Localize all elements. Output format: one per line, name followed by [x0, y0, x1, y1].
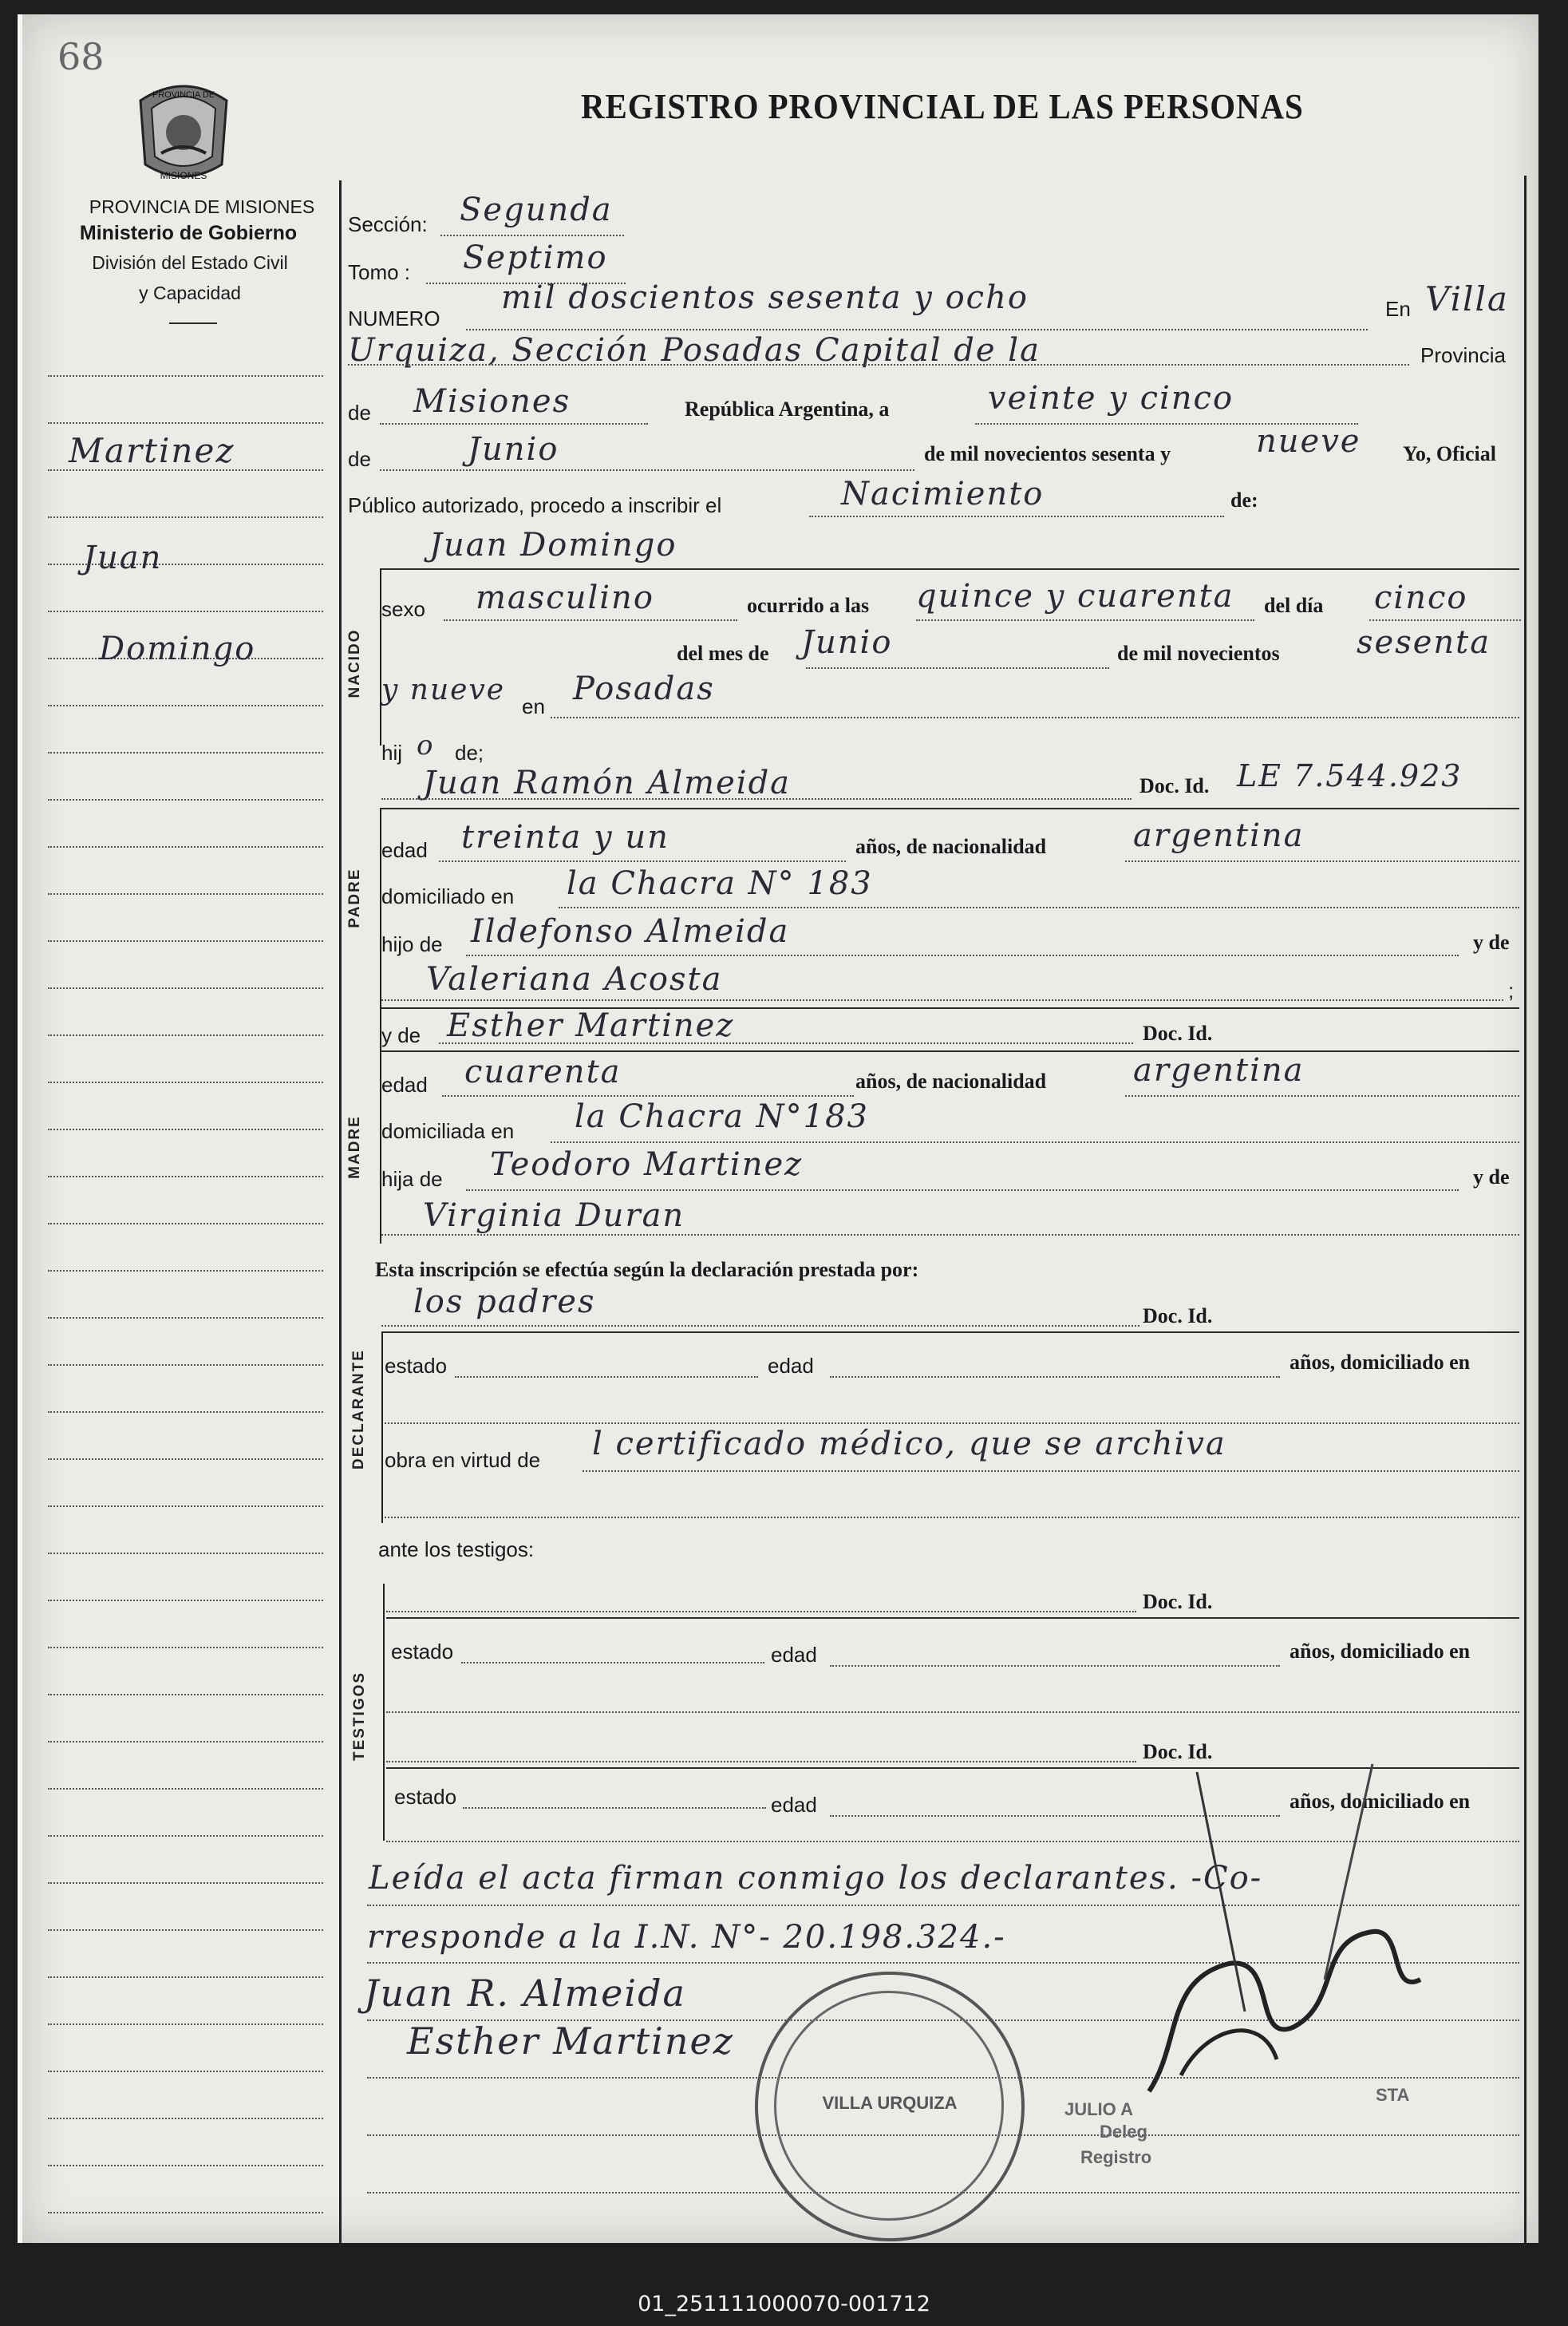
dotline	[1125, 1095, 1519, 1097]
value-dia-nac: cinco	[1374, 580, 1468, 616]
label-provincia: Provincia	[1420, 343, 1506, 367]
label-de-1: de	[348, 401, 371, 425]
page-number: 68	[57, 35, 105, 78]
value-provincia: Misiones	[413, 383, 571, 420]
closing-line-2: rresponde a la I.N. N°- 20.198.324.-	[367, 1919, 1006, 1956]
value-anio-nac: sesenta	[1357, 624, 1491, 661]
dotline	[381, 999, 1503, 1001]
officer-office-faint: Registro	[1080, 2147, 1152, 2167]
value-abuelo-paterno: Ildefonso Almeida	[471, 913, 790, 950]
label-hija-de: hija de	[381, 1167, 443, 1191]
label-del-mes: del mes de	[677, 642, 769, 665]
margin-dotline	[48, 1600, 323, 1601]
margin-dotline	[48, 1694, 323, 1695]
value-doc-padre: LE 7.544.923	[1237, 758, 1463, 793]
margin-dotline	[48, 516, 323, 518]
margin-dotline	[48, 1741, 323, 1743]
margin-dotline	[48, 752, 323, 754]
section-rule	[386, 1617, 1519, 1619]
dotline	[386, 1611, 1136, 1612]
dotline	[386, 1761, 1136, 1762]
section-bracket	[383, 1584, 385, 1841]
officer-suffix-faint: STA	[1376, 2085, 1410, 2105]
label-doc-id-padre: Doc. Id.	[1139, 774, 1210, 797]
section-padre: PADRE	[346, 868, 363, 928]
margin-dotline	[48, 1411, 323, 1413]
margin-dotline	[48, 2023, 323, 2025]
value-en: Villa	[1425, 279, 1509, 318]
section-bracket	[380, 568, 381, 746]
section-rule	[381, 1050, 1519, 1052]
margin-dotline	[48, 1788, 323, 1790]
label-sexo: sexo	[381, 597, 425, 621]
margin-dotline	[48, 940, 323, 942]
dotline	[559, 907, 1519, 908]
margin-dotline	[48, 1176, 323, 1177]
signature-officer-scribble	[1133, 1740, 1436, 2107]
margin-dotline	[48, 1505, 323, 1507]
margin-given-name-1: Juan	[83, 540, 163, 576]
label-en: En	[1385, 297, 1411, 321]
label-mil-novecientos-2: de mil novecientos	[1117, 642, 1280, 665]
value-dia: veinte y cinco	[988, 380, 1234, 417]
dotline	[916, 619, 1254, 621]
label-obra-virtud: obra en virtud de	[385, 1448, 541, 1472]
label-edad-madre: edad	[381, 1073, 428, 1097]
value-sexo: masculino	[476, 580, 654, 616]
margin-dotline	[48, 611, 323, 612]
label-y-de-madre: y de	[381, 1023, 421, 1047]
margin-dotline	[48, 846, 323, 848]
header-rule	[169, 322, 217, 324]
label-de-2: de	[348, 447, 371, 471]
label-de-colon: de:	[1230, 489, 1258, 512]
value-hijo: o	[417, 730, 435, 761]
value-mes-nac: Junio	[801, 624, 893, 661]
value-obra-virtud: l certificado médico, que se archiva	[592, 1426, 1226, 1462]
margin-surname-1: Martinez	[69, 431, 235, 470]
margin-dotline	[48, 893, 323, 895]
value-anio: nueve	[1256, 423, 1361, 460]
value-abuelo-materno: Teodoro Martinez	[490, 1146, 804, 1183]
signature-mother: Esther Martinez	[407, 2019, 734, 2063]
value-edad-padre: treinta y un	[461, 819, 669, 856]
section-testigos: TESTIGOS	[351, 1671, 368, 1761]
dotline	[439, 860, 846, 862]
margin-dotline	[48, 2165, 323, 2166]
label-domiciliado: domiciliado en	[381, 884, 515, 908]
label-publico: Público autorizado, procedo a inscribir el	[348, 493, 722, 517]
value-nombre-madre: Esther Martinez	[447, 1007, 735, 1044]
section-bracket	[381, 1331, 383, 1523]
value-mes: Junio	[468, 431, 559, 468]
margin-dotline	[48, 1647, 323, 1648]
dotline	[463, 1807, 766, 1809]
dotline	[551, 1141, 1519, 1143]
dotline	[1369, 619, 1521, 621]
label-yo-oficial: Yo, Oficial	[1403, 442, 1496, 465]
margin-dotline	[48, 1553, 323, 1554]
label-mil-novecientos: de mil novecientos sesenta y	[924, 442, 1171, 465]
margin-dotline	[48, 1129, 323, 1130]
dotline	[830, 1376, 1280, 1378]
label-estado-1: estado	[385, 1354, 448, 1378]
margin-dotline	[48, 1223, 323, 1224]
section-rule	[381, 1331, 1519, 1333]
label-hijo: hij	[381, 741, 403, 765]
dotline	[381, 1325, 1139, 1327]
label-estado-2: estado	[391, 1640, 454, 1663]
margin-dotline	[48, 1317, 323, 1319]
dotline	[385, 1517, 1519, 1518]
dotline	[442, 1095, 854, 1097]
ministry-name: Ministerio de Gobierno	[79, 222, 298, 244]
margin-dotline	[48, 1976, 323, 1978]
margin-dotline	[48, 375, 323, 377]
section-madre: MADRE	[346, 1115, 363, 1179]
officer-role-faint: Deleg	[1100, 2122, 1147, 2142]
value-seccion: Segunda	[460, 192, 613, 228]
label-domiciliada: domiciliada en	[381, 1119, 515, 1143]
dotline	[439, 1042, 1133, 1044]
label-y-de-1: y de	[1473, 931, 1510, 954]
label-anios-nac-padre: años, de nacionalidad	[855, 835, 1047, 858]
value-hora: quince y cuarenta	[916, 578, 1234, 615]
margin-dotline	[48, 1835, 323, 1837]
label-numero: NUMERO	[348, 307, 440, 330]
margin-dotline	[48, 799, 323, 801]
value-nacionalidad-madre: argentina	[1133, 1052, 1305, 1089]
value-tomo: Septimo	[463, 239, 608, 276]
label-ante-testigos: ante los testigos:	[378, 1537, 535, 1561]
seal-text-top: PROVINCIA DE	[152, 90, 215, 100]
section-declarante: DECLARANTE	[350, 1349, 367, 1470]
dotline	[381, 798, 1132, 800]
dotline	[830, 1665, 1280, 1667]
label-tomo: Tomo :	[348, 260, 411, 284]
label-anios-nac-madre: años, de nacionalidad	[855, 1070, 1047, 1093]
dotline	[348, 364, 1409, 366]
province-name: PROVINCIA DE MISIONES	[89, 196, 315, 217]
dotline	[551, 717, 1519, 718]
label-estado-3: estado	[394, 1785, 457, 1809]
margin-dotline	[48, 1082, 323, 1083]
dotline	[381, 1234, 1519, 1236]
section-nacido: NACIDO	[346, 628, 363, 698]
dotline	[806, 667, 1109, 669]
closing-line-1: Leída el acta firman conmigo los declarantes. -Co-	[369, 1860, 1263, 1897]
label-edad-3: edad	[771, 1793, 817, 1817]
value-abuela-paterna: Valeriana Acosta	[426, 961, 723, 998]
value-place: Urquiza, Sección Posadas Capital de la	[348, 332, 1041, 369]
dotline	[380, 469, 914, 471]
value-domicilio-padre: la Chacra N° 183	[567, 865, 873, 902]
margin-dotline	[48, 1034, 323, 1036]
value-lugar-nac: Posadas	[573, 671, 715, 707]
margin-dotline	[48, 2212, 323, 2213]
value-abuela-materna: Virginia Duran	[423, 1197, 685, 1234]
value-edad-madre: cuarenta	[464, 1054, 622, 1090]
dotline	[809, 516, 1224, 517]
signature-father: Juan R. Almeida	[364, 1972, 686, 2015]
label-y-de-2: y de	[1473, 1165, 1510, 1189]
dotline	[455, 1376, 758, 1378]
label-hijo-de: hijo de	[381, 932, 443, 956]
label-edad-2: edad	[771, 1643, 817, 1667]
margin-dotline	[48, 705, 323, 706]
margin-dotline	[48, 2118, 323, 2119]
dotline	[466, 1189, 1459, 1191]
label-edad-1: edad	[768, 1354, 814, 1378]
document-title: REGISTRO PROVINCIAL DE LAS PERSONAS	[581, 87, 1304, 126]
value-nombre-nacido: Juan Domingo	[429, 527, 677, 564]
dotline	[583, 1470, 1519, 1472]
seal-text-bottom: MISIONES	[160, 170, 207, 181]
label-doc-id-declarante: Doc. Id.	[1143, 1304, 1213, 1327]
margin-dotline	[48, 1929, 323, 1931]
margin-dotline	[48, 1270, 323, 1272]
label-doc-id-testigo-2: Doc. Id.	[1143, 1740, 1213, 1763]
division-name: División del Estado Civil	[92, 252, 288, 273]
dotline	[466, 329, 1368, 330]
label-edad-padre: edad	[381, 838, 428, 862]
value-domicilio-madre: la Chacra N°183	[575, 1098, 870, 1135]
label-de-hijo: de;	[455, 741, 484, 765]
label-anios-domiciliado-1: años, domiciliado en	[1290, 1351, 1471, 1374]
value-nacionalidad-padre: argentina	[1133, 817, 1305, 854]
image-id-caption: 01_251111000070-001712	[0, 2283, 1568, 2326]
label-anios-domiciliado-3: años, domiciliado en	[1290, 1790, 1471, 1813]
dotline	[385, 1422, 1519, 1424]
dotline	[380, 423, 648, 425]
label-semicolon: ;	[1508, 979, 1515, 1003]
margin-dotline	[48, 1364, 323, 1366]
value-declarante: los padres	[413, 1284, 596, 1320]
dotline	[386, 1711, 1519, 1713]
margin-dotline	[48, 2071, 323, 2072]
registry-seal-stamp	[755, 1972, 1025, 2241]
margin-given-name-2: Domingo	[99, 631, 256, 667]
label-inscripcion: Esta inscripción se efectúa según la declaración prestada por:	[375, 1258, 919, 1281]
margin-dotline	[48, 422, 323, 424]
seal-text: VILLA URQUIZA	[822, 2093, 958, 2113]
value-numero: mil doscientos sesenta y ocho	[501, 279, 1029, 316]
frame-right-border	[1524, 176, 1527, 2251]
label-anios-domiciliado-2: años, domiciliado en	[1290, 1640, 1471, 1663]
value-anio-nac-cont: y nueve	[381, 674, 506, 706]
label-doc-id-madre: Doc. Id.	[1143, 1022, 1213, 1045]
dotline	[466, 955, 1459, 956]
margin-dotline	[48, 1458, 323, 1460]
dotline	[461, 1662, 764, 1663]
provincial-seal-logo	[132, 77, 235, 187]
value-nombre-padre: Juan Ramón Almeida	[423, 765, 792, 801]
division-name-2: y Capacidad	[139, 283, 241, 303]
value-tipo-acta: Nacimiento	[841, 476, 1045, 512]
label-seccion: Sección:	[348, 212, 428, 236]
label-ocurrido: ocurrido a las	[747, 594, 870, 617]
frame-left-border	[339, 180, 342, 2253]
label-doc-id-testigo-1: Doc. Id.	[1143, 1590, 1213, 1613]
margin-dotline	[48, 987, 323, 989]
officer-name-faint: JULIO A	[1064, 2099, 1133, 2119]
label-del-dia: del día	[1264, 594, 1324, 617]
dotline	[444, 619, 737, 621]
margin-dotline	[48, 1882, 323, 1884]
section-rule	[381, 808, 1519, 809]
dotline	[440, 235, 624, 236]
section-rule	[381, 568, 1519, 570]
label-republica: República Argentina, a	[685, 398, 890, 421]
dotline	[1125, 860, 1519, 862]
label-en-lugar: en	[522, 694, 545, 718]
